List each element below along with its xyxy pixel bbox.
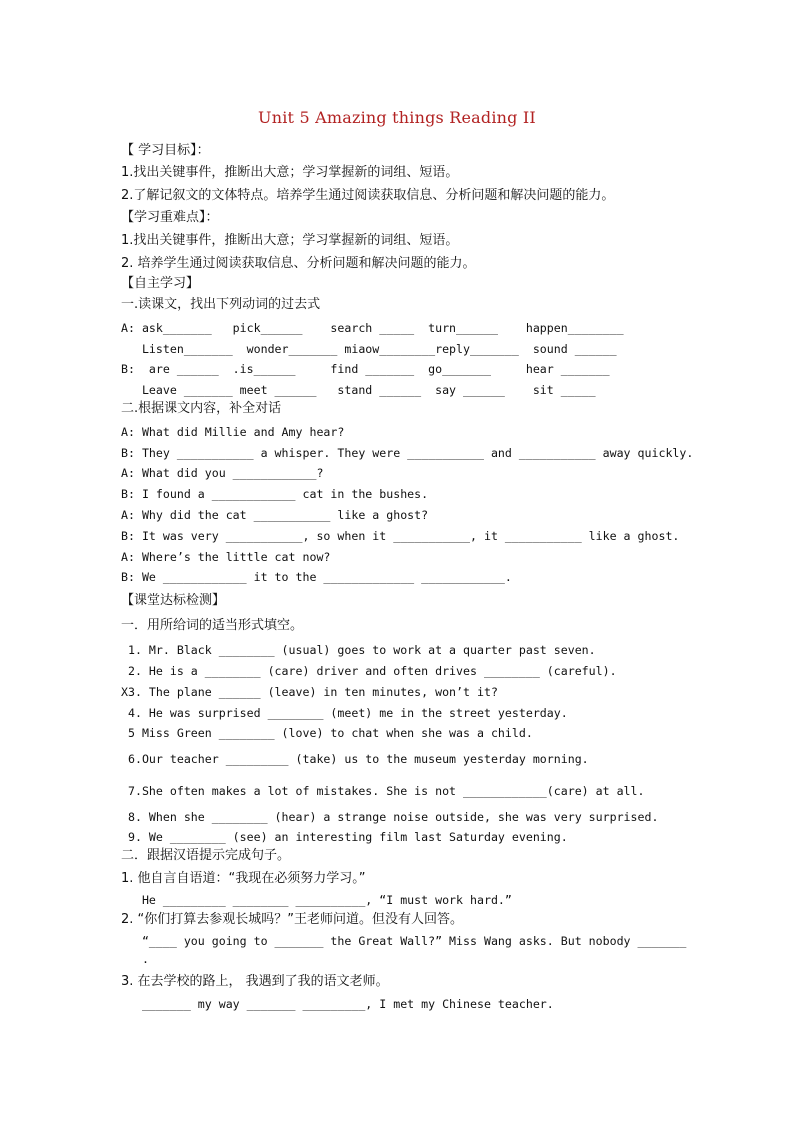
sentence-q2-english: “____ you going to _______ the Great Wall?” Miss Wang asks. But nobody _______ [121,934,687,948]
exercise-item: 9. We ________ (see) an interesting film last Saturday evening. [121,830,568,844]
check-part2-title: 二．跟据汉语提示完成句子。 [121,848,291,863]
self-study-heading: 【自主学习】 [121,276,200,291]
dialog-line: A: Why did the cat ___________ like a ghost? [121,508,429,522]
exercise-item: 4. He was surprised ________ (meet) me in the street yesterday. [121,706,568,720]
sentence-q1-english: He _________ ________ __________, “I must work hard.” [121,893,512,907]
exercise-item: 1. Mr. Black ________ (usual) goes to work at a quarter past seven. [121,643,596,657]
sentence-q2-chinese: 2. “你们打算去参观长城吗？”王老师问道。但没有人回答。 [121,912,464,927]
check-part1-title: 一．用所给词的适当形式填空。 [121,618,304,633]
page-title: Unit 5 Amazing things Reading II [258,108,536,127]
sentence-q3-chinese: 3. 在去学校的路上， 我遇到了我的语文老师。 [121,974,389,989]
verb-row-a1: A: ask_______ pick______ search _____ turn______ happen________ [121,321,624,335]
verb-row-b1: B: are ______ .is______ find _______ go_______ hear _______ [121,362,610,376]
goal-item: 1.找出关键事件，推断出大意；学习掌握新的词组、短语。 [121,165,459,180]
check-heading: 【课堂达标检测】 [121,593,226,608]
part2-title: 二.根据课文内容，补全对话 [121,401,282,416]
dialog-line: B: We ____________ it to the _____________ ____________. [121,570,512,584]
keypoint-item: 1.找出关键事件，推断出大意；学习掌握新的词组、短语。 [121,233,459,248]
exercise-item: 2. He is a ________ (care) driver and often drives ________ (careful). [121,664,617,678]
dialog-line: B: It was very ___________, so when it ___________, it ___________ like a ghost. [121,529,680,543]
exercise-item: 5 Miss Green ________ (love) to chat when she was a child. [121,726,533,740]
sentence-q3-english: _______ my way _______ _________, I met my Chinese teacher. [121,997,554,1011]
goals-heading: 【 学习目标】： [121,143,210,158]
sentence-q2-continuation: . [121,952,149,966]
sentence-q1-chinese: 1. 他自言自语道：“我现在必须努力学习。” [121,871,366,886]
exercise-item: 7.She often makes a lot of mistakes. She is not ____________(care) at all. [121,784,645,798]
verb-row-b2: Leave _______ meet ______ stand ______ say ______ sit _____ [121,383,596,397]
goal-item: 2.了解记叙文的文体特点。培养学生通过阅读获取信息、分析问题和解决问题的能力。 [121,188,615,203]
exercise-item: 6.Our teacher _________ (take) us to the museum yesterday morning. [121,752,589,766]
dialog-line: B: I found a ____________ cat in the bushes. [121,487,429,501]
keypoint-item: 2. 培养学生通过阅读获取信息、分析问题和解决问题的能力。 [121,256,476,271]
part1-title: 一.读课文，找出下列动词的过去式 [121,297,321,312]
dialog-line: A: What did Millie and Amy hear? [121,425,345,439]
dialog-line: A: Where’s the little cat now? [121,550,331,564]
dialog-line: B: They ___________ a whisper. They were ___________ and ___________ away quickly. [121,446,694,460]
exercise-item: X3. The plane ______ (leave) in ten minutes, won’t it? [121,685,498,699]
keypoints-heading: 【学习重难点】： [121,210,219,225]
dialog-line: A: What did you ____________? [121,466,324,480]
verb-row-a2: Listen_______ wonder_______ miaow________reply_______ sound ______ [121,342,617,356]
exercise-item: 8. When she ________ (hear) a strange noise outside, she was very surprised. [121,810,659,824]
